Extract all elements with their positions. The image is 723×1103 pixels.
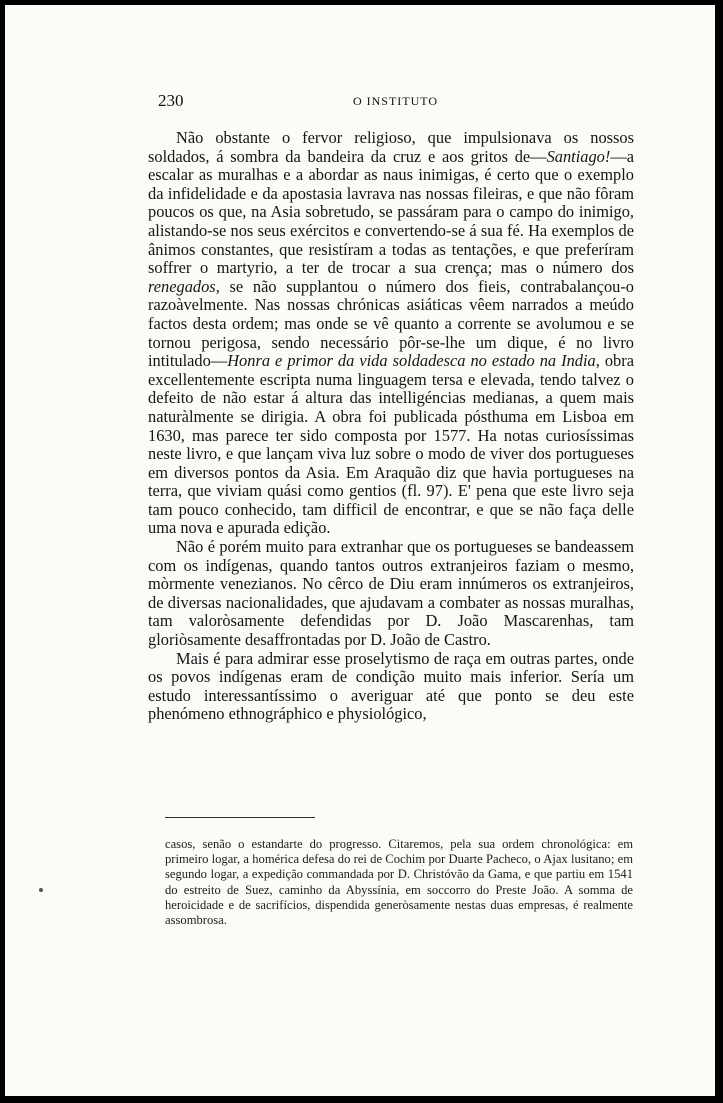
- paragraph: [148, 129, 634, 538]
- book-title-italic: Honra e primor da vida soldadesca no estado na India: [227, 351, 596, 371]
- footnote: [165, 837, 633, 928]
- footnote-rule: [165, 817, 315, 818]
- text-run: , obra excellentemente escripta numa linguagem tersa e elevada, tendo talvez o defeito de não estar á altura das intelligéncias medianas, a quem mais naturàlmente se dirigia. A obra foi publicada pósthuma em Lisboa em 1630, mas parece ter sido composta por 1577. Ha notas curiosíssimas neste livro, e que lançam viva luz sobre o modo de viver dos portugueses em diversos pontos da Asia. Em Araquão diz que havia portugueses na terra, que viviam quási como gentios (fl. 97). E' pena que este livro seja tam pouco conhecido, tam difficil de encontrar, e que se não faça delle uma nova e apurada edição.: [148, 351, 634, 538]
- paragraph: Não é porém muito para extranhar que os portugueses se bandeassem com os indígenas, quando tantos outros extranjeiros faziam o mesmo, mòrmente venezianos. No cêrco de Diu eram innúmeros os extranjeiros, de diversas nacionalidades, que ajudavam a combater as nossas muralhas, tam valoròsamente defendidas por D. João Mascarenhas, tam gloriòsamente desaffrontadas por D. João de Castro.: [148, 537, 634, 650]
- page-number: 230: [158, 91, 184, 110]
- italic-run: renegados: [148, 276, 216, 296]
- text-run: —a escalar as muralhas e a abordar as naus inimigas, é certo que o exemplo da infidelidade e da apostasia lavrava nas nossas fileiras, e que não fôram poucos os que, na Asia sobretudo, se passáram para o campo do inimigo, alistando-se nos seus exércitos e convertendo-se á sua fé. Ha exemplos de ânimos constantes, que resistíram a todas as tentações, e que preferíram soffrer o martyrio, a ter de trocar a sua crença; mas o número dos: [148, 146, 634, 278]
- text-run: , se não supplantou o número dos fieis, contrabalançou-o razoàvelmente. Nas nossas chrónicas asiáticas vêem narrados a meúdo factos desta ordem; mas onde se vê quanto a corrente se avolumou e se tornou perigosa, sendo necessário pôr-se-lhe um dique, é no livro intitulado—: [148, 276, 634, 371]
- paragraph: Mais é para admirar esse proselytismo de raça em outras partes, onde os povos indígenas eram de condição muito mais inferior. Sería um estudo interessantíssimo o averiguar até que ponto se deu este phenómeno ethnográphico e physiológico,: [148, 648, 634, 724]
- paper-speck: [39, 888, 43, 892]
- main-text: [148, 129, 634, 724]
- italic-run: Santiago!: [546, 146, 611, 166]
- running-title: O INSTITUTO: [352, 94, 439, 108]
- text-run: Não obstante o fervor religioso, que impulsionava os nossos soldados, á sombra da bandeira da cruz e aos gritos de—: [148, 128, 634, 166]
- page-header: [158, 91, 633, 113]
- footnote-text: casos, senão o estandarte do progresso. Citaremos, pela sua ordem chronológica: em primeiro logar, a homérica defesa do rei de Cochim por Duarte Pacheco, o Ajax lusitano; em segundo logar, a expedição commandada por D. Christóvão da Gama, e que partiu em 1541 do estreito de Suez, caminho da Abyssínia, em soccorro do Preste João. A somma de heroicidade e de sacrifícios, dispendida generòsamente nestas duas empresas, é realmente assombrosa.: [165, 837, 633, 928]
- book-page: [5, 5, 715, 1096]
